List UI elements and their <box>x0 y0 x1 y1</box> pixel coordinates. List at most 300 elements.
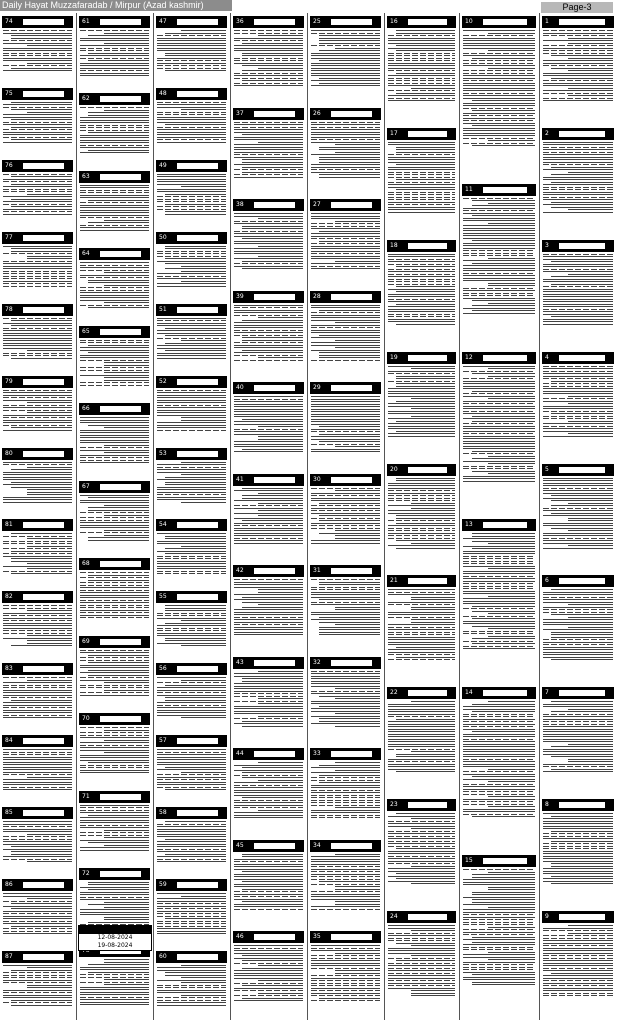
text-line <box>234 525 303 526</box>
notice-body-text <box>157 533 226 574</box>
text-line <box>3 43 72 44</box>
text-line <box>396 754 455 755</box>
text-line <box>104 730 149 731</box>
text-line <box>543 391 613 392</box>
text-line <box>388 726 455 727</box>
notice-header-blank <box>331 751 372 757</box>
text-line <box>80 840 149 841</box>
text-line <box>234 693 303 694</box>
notice-block <box>460 684 538 852</box>
text-line <box>234 45 303 46</box>
text-line <box>234 673 303 674</box>
text-line <box>543 60 613 61</box>
text-line <box>234 243 303 244</box>
text-line <box>234 676 303 677</box>
text-line <box>234 579 303 580</box>
notice-number: 42 <box>236 567 244 575</box>
text-line <box>157 618 226 619</box>
text-line <box>543 813 613 814</box>
notice-header-blank <box>559 243 605 249</box>
notice-header-bar <box>462 184 536 196</box>
notice-block <box>231 654 306 746</box>
text-line <box>568 604 614 605</box>
text-line <box>311 258 380 259</box>
notice-body-text <box>157 893 226 934</box>
text-line <box>234 528 303 529</box>
notice-header-bar <box>2 591 73 603</box>
text-line <box>11 908 72 909</box>
text-line <box>242 162 303 163</box>
text-line <box>234 216 303 217</box>
text-line <box>3 605 72 606</box>
text-line <box>234 802 303 803</box>
text-line <box>157 112 226 113</box>
notice-body-text <box>3 605 72 646</box>
text-line <box>568 518 614 519</box>
text-line <box>311 772 380 773</box>
text-line <box>543 861 613 862</box>
text-line <box>311 993 380 994</box>
notice-body-text <box>80 805 149 851</box>
text-line <box>3 104 72 105</box>
text-line <box>463 371 535 372</box>
text-line <box>543 751 613 752</box>
text-line <box>3 328 72 329</box>
text-line <box>157 829 226 830</box>
text-line <box>80 765 149 766</box>
text-line <box>319 721 380 722</box>
text-line <box>104 530 149 531</box>
notice-header-bar <box>310 748 381 760</box>
text-line <box>27 898 72 899</box>
text-line <box>242 901 303 902</box>
notice-block <box>77 478 152 555</box>
text-line <box>80 65 149 66</box>
text-line <box>568 503 614 504</box>
notice-body-text <box>234 762 303 818</box>
notice-body-text <box>157 102 226 143</box>
text-line <box>488 907 535 908</box>
notice-header-blank <box>559 690 605 696</box>
text-line <box>463 967 535 968</box>
text-line <box>388 841 455 842</box>
text-line <box>388 612 455 613</box>
text-line <box>80 592 149 593</box>
text-line <box>463 646 535 647</box>
notice-header-bar <box>233 108 304 120</box>
text-line <box>88 964 149 965</box>
text-line <box>104 837 149 838</box>
text-line <box>543 100 613 101</box>
text-line <box>551 202 613 203</box>
notice-number: 59 <box>159 881 167 889</box>
notice-header-bar <box>387 799 456 811</box>
text-line <box>463 80 535 81</box>
text-line <box>311 414 380 415</box>
text-line <box>234 352 303 353</box>
text-line <box>104 902 149 903</box>
text-line <box>463 949 535 950</box>
text-line <box>311 691 380 692</box>
text-line <box>157 635 226 636</box>
text-line <box>80 652 149 653</box>
text-line <box>157 779 226 780</box>
text-line <box>411 866 455 867</box>
text-line <box>388 294 455 295</box>
text-line <box>80 532 149 533</box>
notice-block <box>0 445 75 517</box>
text-line <box>311 528 380 529</box>
text-line <box>388 649 455 650</box>
column-divider <box>76 13 77 1020</box>
text-line <box>472 533 535 534</box>
text-line <box>319 441 380 442</box>
text-line <box>157 251 226 252</box>
text-line <box>463 814 535 815</box>
text-line <box>388 159 455 160</box>
text-line <box>463 383 535 384</box>
text-line <box>165 484 226 485</box>
text-line <box>543 35 613 36</box>
text-line <box>3 638 72 639</box>
text-line <box>80 120 149 121</box>
text-line <box>388 428 455 429</box>
text-line <box>258 762 303 763</box>
text-line <box>319 881 380 882</box>
text-line <box>388 709 455 710</box>
text-line <box>234 50 303 51</box>
text-line <box>3 271 72 272</box>
text-line <box>472 263 535 264</box>
text-line <box>543 851 613 852</box>
text-line <box>335 530 380 531</box>
text-line <box>234 540 303 541</box>
text-line <box>335 322 380 323</box>
text-line <box>80 210 149 211</box>
text-line <box>388 48 455 49</box>
text-line <box>311 980 380 981</box>
text-line <box>472 816 535 817</box>
text-line <box>543 50 613 51</box>
text-line <box>234 876 303 877</box>
text-line <box>165 854 226 855</box>
notice-number: 8 <box>545 801 549 809</box>
text-line <box>234 347 303 348</box>
notice-number: 15 <box>465 857 473 865</box>
text-line <box>543 189 613 190</box>
notice-header-bar <box>387 911 456 923</box>
text-line <box>80 677 149 678</box>
text-line <box>543 368 613 369</box>
text-line <box>543 721 613 722</box>
text-line <box>319 503 380 504</box>
text-line <box>411 701 455 702</box>
text-line <box>157 104 226 105</box>
text-line <box>234 177 303 178</box>
text-line <box>80 217 149 218</box>
text-line <box>181 977 226 978</box>
text-line <box>157 201 226 202</box>
text-line <box>388 319 455 320</box>
text-line <box>472 451 535 452</box>
text-line <box>543 647 613 648</box>
text-line <box>411 416 455 417</box>
text-line <box>234 236 303 237</box>
text-line <box>411 993 455 994</box>
text-line <box>463 403 535 404</box>
text-line <box>157 278 226 279</box>
notice-number: 78 <box>5 305 13 313</box>
text-line <box>335 762 380 763</box>
text-line <box>3 972 72 973</box>
text-line <box>463 280 535 281</box>
text-line <box>543 162 613 163</box>
text-line <box>80 460 149 461</box>
text-line <box>543 995 613 996</box>
notice-header-blank <box>177 379 218 385</box>
text-line <box>388 644 455 645</box>
text-line <box>463 233 535 234</box>
text-line <box>11 320 72 321</box>
notice-number: 21 <box>390 577 398 585</box>
text-line <box>104 362 149 363</box>
text-line <box>568 433 614 434</box>
text-line <box>311 525 380 526</box>
notice-header-blank <box>559 914 605 920</box>
notice-header-bar <box>79 481 150 493</box>
text-line <box>165 610 226 611</box>
text-line <box>234 634 303 635</box>
text-line <box>463 213 535 214</box>
text-line <box>311 948 380 949</box>
text-line <box>311 500 380 501</box>
text-line <box>472 937 535 938</box>
text-line <box>88 497 149 498</box>
text-line <box>543 968 613 969</box>
text-line <box>568 925 614 926</box>
text-line <box>543 734 613 735</box>
text-line <box>396 50 455 51</box>
column-c1 <box>540 13 616 1020</box>
notice-body-text <box>80 650 149 696</box>
notice-header-blank <box>254 294 295 300</box>
text-line <box>11 248 72 249</box>
text-line <box>543 990 613 991</box>
text-line <box>157 209 226 210</box>
text-line <box>551 284 613 285</box>
text-line <box>319 622 380 623</box>
text-line <box>157 568 226 569</box>
text-line <box>388 423 455 424</box>
text-line <box>27 568 72 569</box>
text-line <box>543 199 613 200</box>
text-line <box>396 383 455 384</box>
text-line <box>234 995 303 996</box>
text-line <box>543 311 613 312</box>
text-line <box>181 965 226 966</box>
text-line <box>463 924 535 925</box>
notice-header-bar <box>156 16 227 28</box>
text-line <box>311 429 380 430</box>
text-line <box>319 50 380 51</box>
text-line <box>104 984 149 985</box>
text-line <box>104 979 149 980</box>
text-line <box>543 366 613 367</box>
text-line <box>396 286 455 287</box>
notice-number: 55 <box>159 593 167 601</box>
text-line <box>80 822 149 823</box>
text-line <box>80 747 149 748</box>
notice-header-bar <box>156 376 227 388</box>
text-line <box>165 700 226 701</box>
text-line <box>543 836 613 837</box>
notice-header-blank <box>177 19 218 25</box>
text-line <box>543 490 613 491</box>
text-line <box>242 968 303 969</box>
text-line <box>463 957 535 958</box>
text-line <box>157 630 226 631</box>
text-line <box>157 422 226 423</box>
text-line <box>388 500 455 501</box>
text-line <box>234 414 303 415</box>
text-line <box>463 573 535 574</box>
text-line <box>104 959 149 960</box>
text-line <box>543 622 613 623</box>
text-line <box>80 340 149 341</box>
text-line <box>88 510 149 511</box>
text-line <box>80 612 149 613</box>
text-line <box>234 988 303 989</box>
text-line <box>311 810 380 811</box>
column-c8 <box>0 13 75 1020</box>
notice-body-text <box>3 390 72 431</box>
text-line <box>472 704 535 705</box>
text-line <box>80 772 149 773</box>
notice-block <box>0 876 75 948</box>
text-line <box>388 614 455 615</box>
text-line <box>388 505 455 506</box>
text-line <box>157 191 226 192</box>
text-line <box>543 704 613 705</box>
text-line <box>396 873 455 874</box>
notice-body-text <box>157 30 226 71</box>
text-line <box>319 162 380 163</box>
text-line <box>88 762 149 763</box>
text-line <box>80 437 149 438</box>
text-line <box>463 218 535 219</box>
text-line <box>543 833 613 834</box>
text-line <box>388 965 455 966</box>
text-line <box>258 256 303 257</box>
text-line <box>463 944 535 945</box>
text-line <box>388 525 455 526</box>
text-line <box>11 68 72 69</box>
text-line <box>80 590 149 591</box>
text-line <box>463 83 535 84</box>
text-line <box>311 68 380 69</box>
text-line <box>234 441 303 442</box>
text-line <box>3 484 72 485</box>
notice-header-bar <box>310 931 381 943</box>
text-line <box>3 782 72 783</box>
text-line <box>388 202 455 203</box>
text-line <box>335 624 380 625</box>
text-line <box>234 399 303 400</box>
text-line <box>157 682 226 683</box>
notice-number: 39 <box>236 292 244 300</box>
text-line <box>463 977 535 978</box>
notice-header-bar <box>2 807 73 819</box>
text-line <box>157 407 226 408</box>
text-line <box>165 258 226 259</box>
text-line <box>88 884 149 885</box>
text-line <box>3 53 72 54</box>
notice-header-blank <box>483 690 527 696</box>
text-line <box>234 508 303 509</box>
text-line <box>80 602 149 603</box>
text-line <box>388 60 455 61</box>
text-line <box>551 883 613 884</box>
text-line <box>157 613 226 614</box>
text-line <box>472 874 535 875</box>
text-line <box>3 931 72 932</box>
notice-header-blank <box>23 235 64 241</box>
text-line <box>234 963 303 964</box>
text-line <box>3 65 72 66</box>
text-line <box>80 130 149 131</box>
text-line <box>157 754 226 755</box>
text-line <box>543 873 613 874</box>
text-line <box>463 754 535 755</box>
text-line <box>157 358 226 359</box>
text-line <box>80 600 149 601</box>
text-line <box>157 834 226 835</box>
text-line <box>27 350 72 351</box>
text-line <box>3 422 72 423</box>
text-line <box>388 212 455 213</box>
text-line <box>11 854 72 855</box>
text-line <box>543 739 613 740</box>
text-line <box>543 488 613 489</box>
text-line <box>388 167 455 168</box>
notice-header-bar <box>387 128 456 140</box>
text-line <box>11 358 72 359</box>
text-line <box>3 417 72 418</box>
text-line <box>388 495 455 496</box>
text-line <box>463 238 535 239</box>
text-line <box>234 263 303 264</box>
text-line <box>335 446 380 447</box>
text-line <box>165 839 226 840</box>
text-line <box>80 685 149 686</box>
text-line <box>234 137 303 138</box>
text-line <box>3 623 72 624</box>
notice-block <box>154 588 229 660</box>
text-line <box>80 850 149 851</box>
text-line <box>463 929 535 930</box>
text-line <box>157 903 226 904</box>
text-line <box>157 826 226 827</box>
text-line <box>463 443 535 444</box>
text-line <box>388 881 455 882</box>
text-line <box>11 251 72 252</box>
text-line <box>157 392 226 393</box>
text-line <box>543 386 613 387</box>
notice-block <box>540 908 616 1020</box>
text-line <box>388 714 455 715</box>
notice-body-text <box>3 677 72 718</box>
text-line <box>411 751 455 752</box>
